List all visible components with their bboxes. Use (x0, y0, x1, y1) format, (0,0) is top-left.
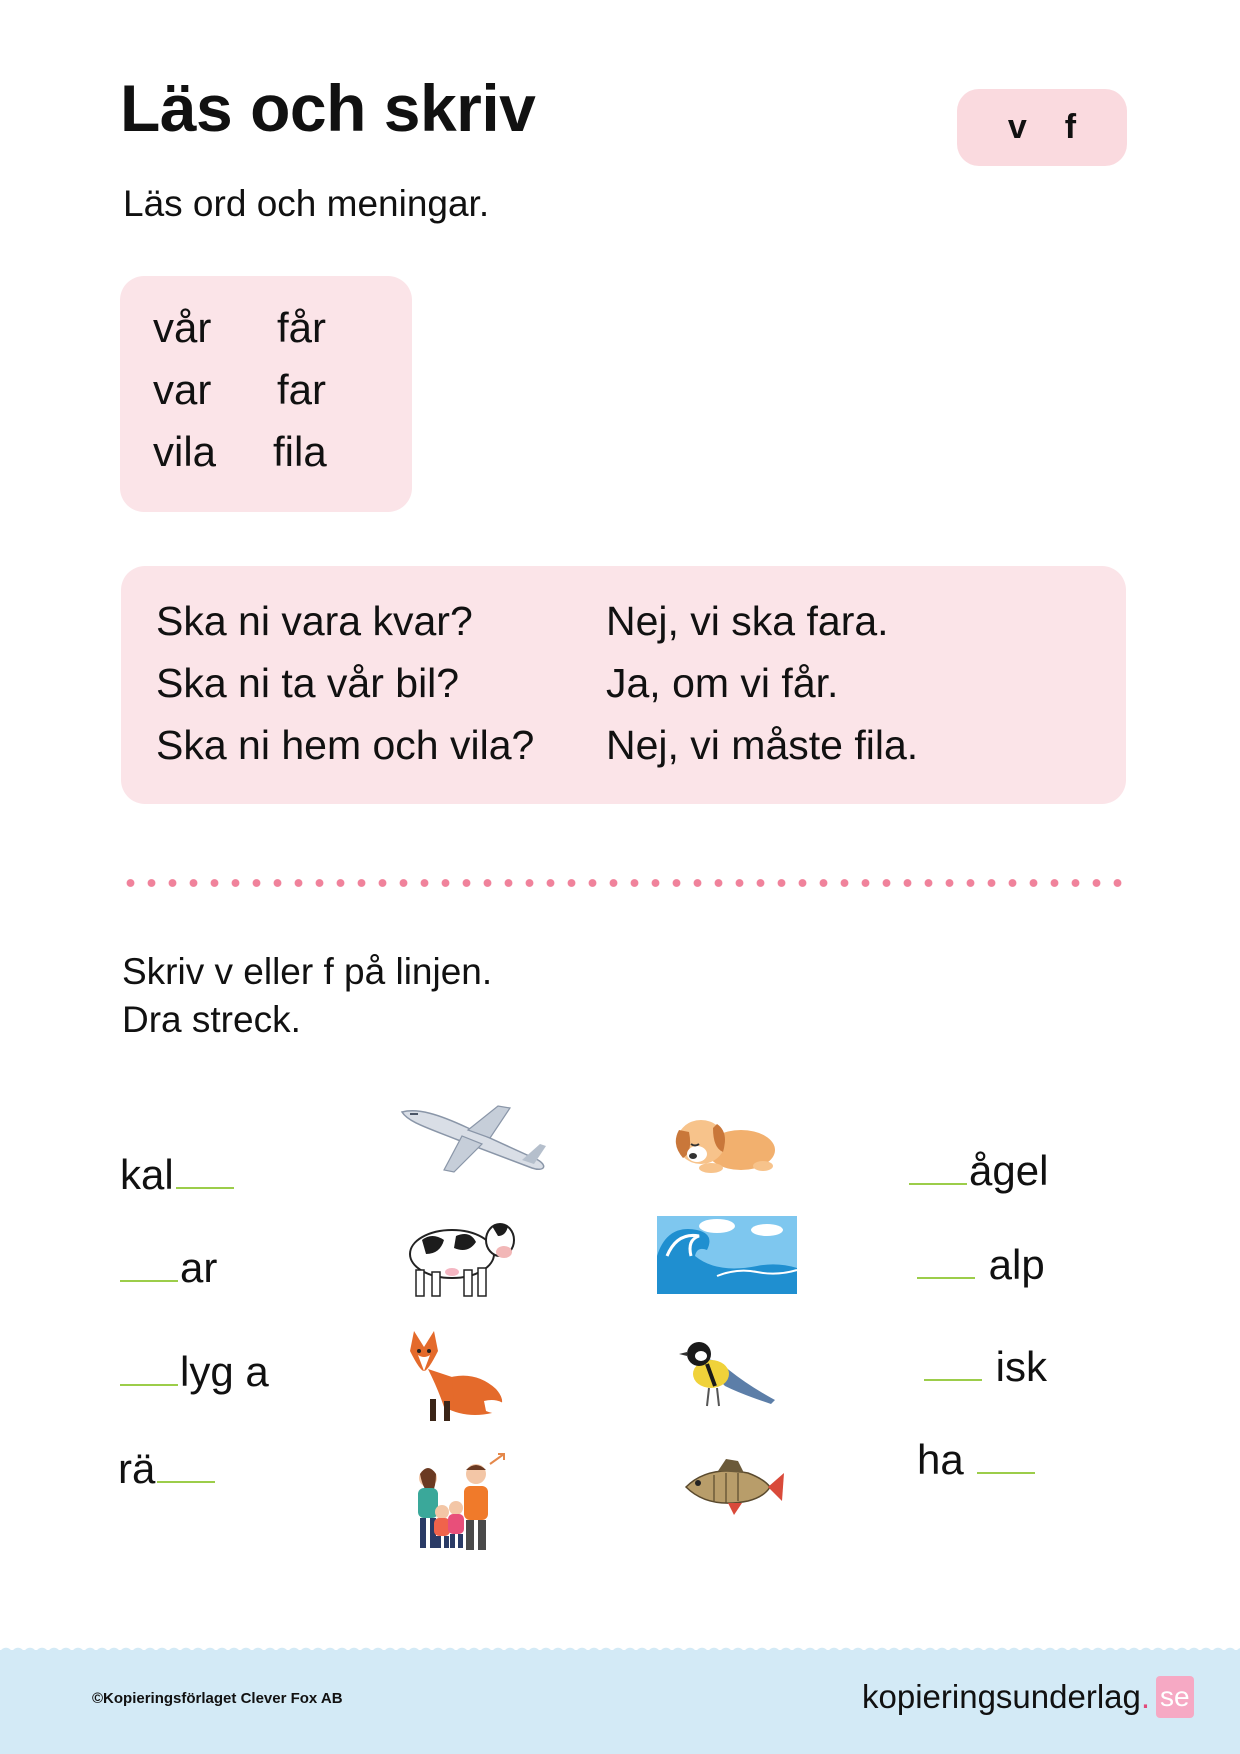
word-ar: ar (118, 1243, 217, 1293)
blank-line[interactable] (924, 1379, 982, 1381)
family-icon[interactable] (412, 1452, 514, 1552)
blank-line[interactable] (157, 1481, 215, 1483)
question-2: Ska ni ta vår bil? (156, 660, 460, 706)
word-kal: kal (120, 1150, 236, 1200)
brand-dot: . (1140, 1678, 1151, 1715)
bird-icon[interactable] (679, 1336, 779, 1410)
word-alp: alp (915, 1240, 1045, 1290)
answer-1: Nej, vi ska fara. (606, 598, 889, 644)
blank-line[interactable] (176, 1187, 234, 1189)
word-f-2: far (277, 366, 327, 413)
badge-letter-v: v (1007, 108, 1027, 146)
word-v-1: vår (153, 304, 212, 351)
blank-line[interactable] (917, 1277, 975, 1279)
read-instruction: Läs ord och meningar. (123, 183, 490, 224)
word-ra: rä (118, 1444, 217, 1494)
fox-icon[interactable] (404, 1325, 514, 1425)
word-ha: ha (917, 1435, 1037, 1485)
word-v-2: var (153, 366, 212, 413)
write-instruction-line-2: Dra streck. (122, 999, 301, 1040)
word-f-1: får (277, 304, 327, 351)
blank-line[interactable] (977, 1472, 1035, 1474)
copyright-text: ©Kopieringsförlaget Clever Fox AB (92, 1690, 343, 1707)
letters-badge (957, 89, 1127, 166)
page-title: Läs och skriv (120, 71, 536, 145)
blank-line[interactable] (120, 1384, 178, 1386)
sentences-box (121, 566, 1126, 804)
word-lyga: lyg a (118, 1347, 269, 1397)
write-instruction (122, 948, 492, 1044)
word-v-3: vila (153, 428, 217, 475)
fish-icon[interactable] (678, 1457, 784, 1517)
puppy-icon[interactable] (671, 1110, 779, 1174)
blank-line[interactable] (120, 1280, 178, 1282)
airplane-icon[interactable] (398, 1100, 550, 1180)
word-pairs-box (120, 276, 412, 512)
question-3: Ska ni hem och vila? (156, 722, 535, 768)
brand-logo (862, 1676, 1194, 1718)
wave-icon[interactable] (657, 1216, 797, 1294)
dotted-divider (120, 878, 1130, 888)
brand-name: kopieringsunderlag (862, 1678, 1141, 1715)
word-agel: ågel (907, 1146, 1048, 1196)
brand-tld: se (1156, 1676, 1194, 1718)
write-instruction-line-1: Skriv v eller f på linjen. (122, 951, 493, 992)
badge-letter-f: f (1064, 108, 1077, 146)
answer-3: Nej, vi måste fila. (606, 722, 919, 768)
answer-2: Ja, om vi får. (606, 660, 839, 706)
cow-icon[interactable] (402, 1208, 520, 1302)
word-f-3: fila (273, 428, 327, 475)
word-isk: isk (922, 1342, 1047, 1392)
question-1: Ska ni vara kvar? (156, 598, 473, 644)
blank-line[interactable] (909, 1183, 967, 1185)
